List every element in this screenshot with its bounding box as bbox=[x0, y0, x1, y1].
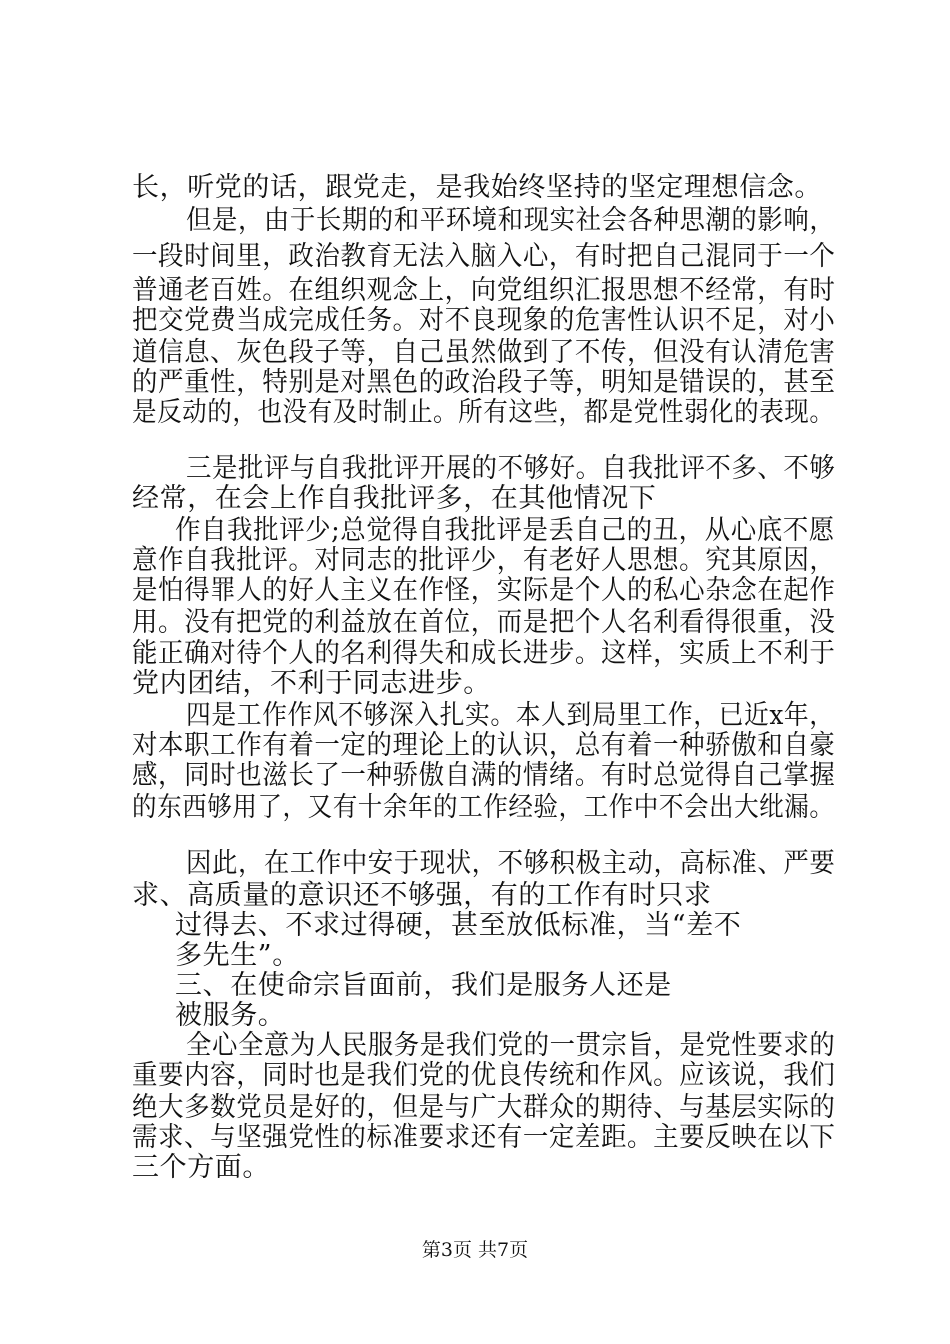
text-line: 长，听党的话，跟党走，是我始终坚持的坚定理想信念。 bbox=[132, 172, 822, 203]
text-line: 被服务。 bbox=[175, 1000, 286, 1031]
text-line: 重要内容，同时也是我们党的优良传统和作风。应该说，我们 bbox=[132, 1060, 836, 1091]
text-line: 三个方面。 bbox=[132, 1152, 270, 1183]
text-line: 把交党费当成完成任务。对不良现象的危害性认识不足，对小 bbox=[132, 305, 836, 336]
text-line: 道信息、灰色段子等，自己虽然做到了不传，但没有认清危害 bbox=[132, 337, 836, 368]
text-line: 因此，在工作中安于现状，不够积极主动，高标准、严要 bbox=[186, 848, 836, 879]
text-line: 作自我批评少;总觉得自我批评是丢自己的丑，从心底不愿 bbox=[175, 515, 835, 546]
text-line: 绝大多数党员是好的，但是与广大群众的期待、与基层实际的 bbox=[132, 1092, 836, 1123]
text-line: 但是，由于长期的和平环境和现实社会各种思潮的影响， bbox=[186, 205, 836, 236]
text-line: 三是批评与自我批评开展的不够好。自我批评不多、不够 bbox=[186, 453, 836, 484]
text-line: 四是工作作风不够深入扎实。本人到局里工作，已近x年， bbox=[186, 700, 835, 731]
text-line: 是怕得罪人的好人主义在作怪，实际是个人的私心杂念在起作 bbox=[132, 575, 836, 606]
text-line: 三、在使命宗旨面前，我们是服务人还是 bbox=[175, 970, 672, 1001]
text-line: 过得去、不求过得硬，甚至放低标准，当“差不 bbox=[175, 910, 742, 941]
text-line: 的严重性，特别是对黑色的政治段子等，明知是错误的，甚至 bbox=[132, 367, 836, 398]
text-line: 党内团结，不利于同志进步。 bbox=[132, 668, 491, 699]
text-line: 的东西够用了，又有十余年的工作经验，工作中不会出大纰漏。 bbox=[132, 792, 835, 823]
text-line: 感，同时也滋长了一种骄傲自满的情绪。有时总觉得自己掌握 bbox=[132, 760, 836, 791]
text-line: 意作自我批评。对同志的批评少，有老好人思想。究其原因， bbox=[132, 545, 836, 576]
text-line: 一段时间里，政治教育无法入脑入心，有时把自己混同于一个 bbox=[132, 241, 836, 272]
text-line: 求、高质量的意识还不够强，有的工作有时只求 bbox=[132, 880, 712, 911]
text-line: 是反动的，也没有及时制止。所有这些，都是党性弱化的表现。 bbox=[132, 397, 835, 428]
text-line: 需求、与坚强党性的标准要求还有一定差距。主要反映在以下 bbox=[132, 1122, 836, 1153]
page-number-footer: 第3页 共7页 bbox=[421, 1239, 529, 1261]
text-line: 对本职工作有着一定的理论上的认识，总有着一种骄傲和自豪 bbox=[132, 730, 836, 761]
text-line: 经常，在会上作自我批评多，在其他情况下 bbox=[132, 483, 657, 514]
text-line: 多先生”。 bbox=[175, 940, 300, 971]
text-line: 普通老百姓。在组织观念上，向党组织汇报思想不经常，有时 bbox=[132, 275, 836, 306]
text-line: 能正确对待个人的名利得失和成长进步。这样，实质上不利于 bbox=[132, 638, 836, 669]
text-line: 用。没有把党的利益放在首位，而是把个人名利看得很重，没 bbox=[132, 607, 836, 638]
text-line: 全心全意为人民服务是我们党的一贯宗旨，是党性要求的 bbox=[186, 1030, 836, 1061]
